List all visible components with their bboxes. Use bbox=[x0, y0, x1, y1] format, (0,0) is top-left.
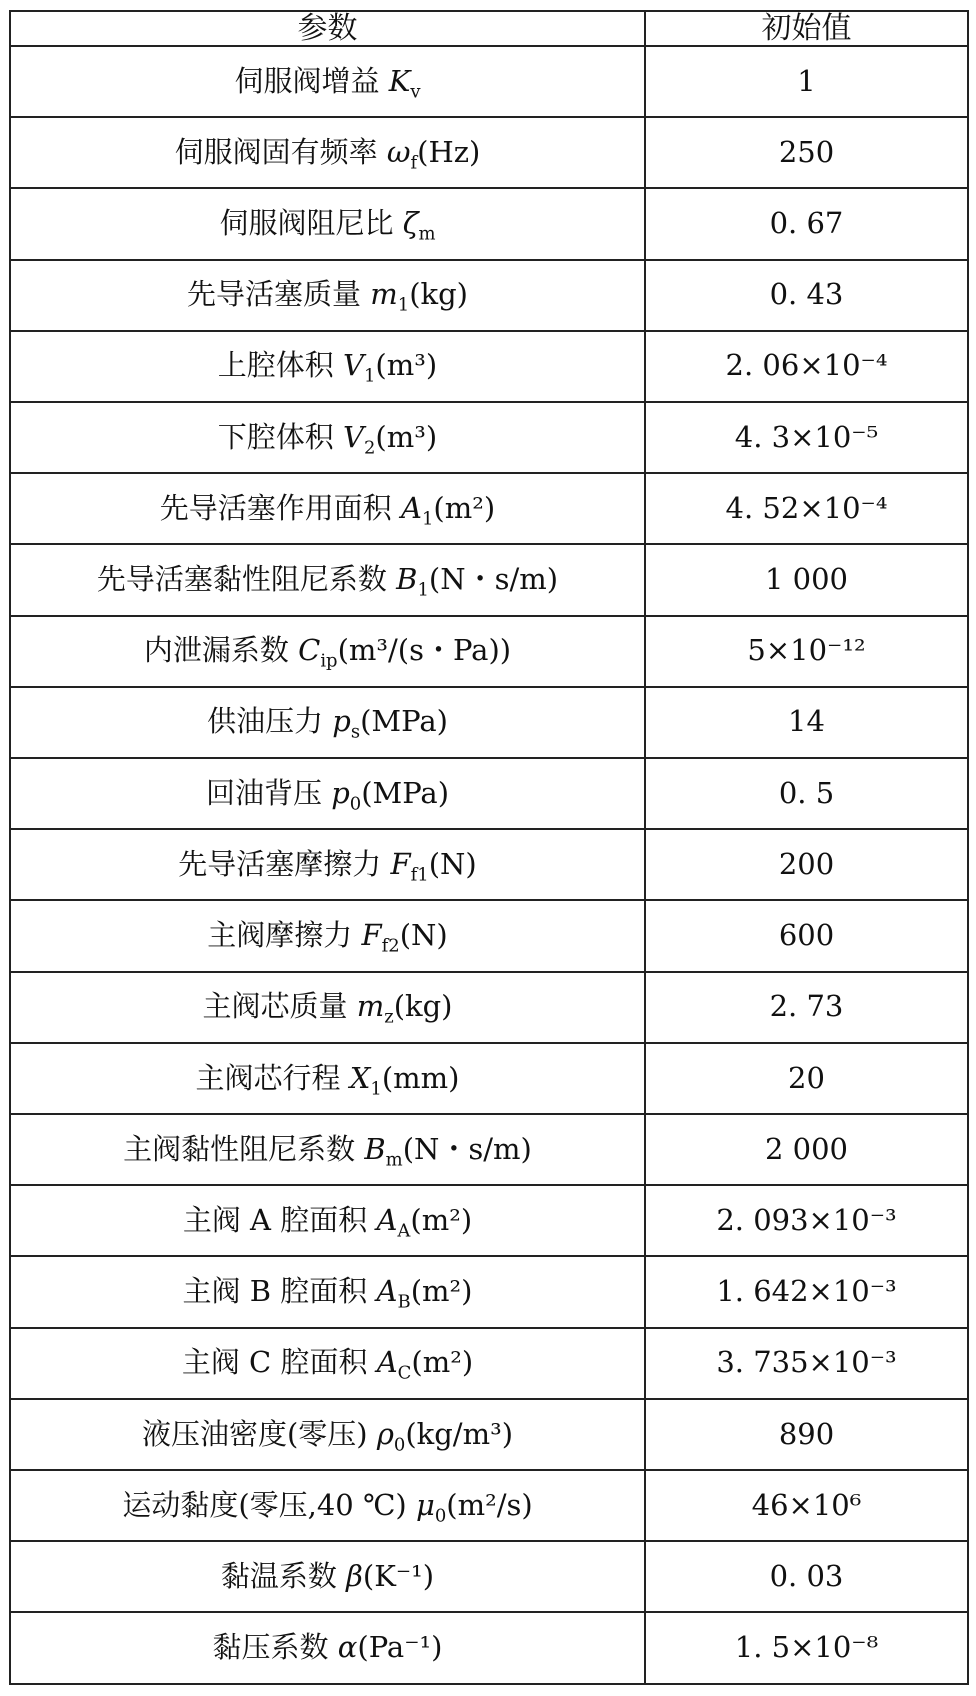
header-param: 参数 bbox=[10, 11, 645, 46]
table-row bbox=[10, 1470, 968, 1541]
param-symbol: α bbox=[337, 1630, 358, 1665]
initial-value-cell: 250 bbox=[645, 117, 968, 188]
param-subscript: f2 bbox=[381, 935, 400, 957]
initial-value-cell: 14 bbox=[645, 687, 968, 758]
param-symbol: β bbox=[346, 1558, 363, 1593]
initial-value-cell: 4. 52×10⁻⁴ bbox=[645, 473, 968, 544]
table-row bbox=[10, 188, 968, 259]
param-cell bbox=[10, 1399, 645, 1470]
table-row bbox=[10, 900, 968, 971]
param-subscript: f bbox=[410, 152, 418, 174]
param-symbol: m bbox=[356, 989, 385, 1024]
param-label: 伺服阀阻尼比 bbox=[219, 206, 394, 241]
param-unit: (m³) bbox=[375, 419, 438, 454]
param-subscript: B bbox=[397, 1291, 411, 1313]
param-cell bbox=[10, 972, 645, 1043]
table-row bbox=[10, 544, 968, 615]
param-subscript: 1 bbox=[397, 294, 410, 316]
table-row bbox=[10, 331, 968, 402]
param-cell bbox=[10, 402, 645, 473]
param-label: 主阀芯质量 bbox=[202, 989, 348, 1024]
param-cell bbox=[10, 473, 645, 544]
param-subscript: 1 bbox=[417, 579, 429, 601]
param-cell bbox=[10, 829, 645, 900]
param-symbol: V bbox=[343, 419, 364, 454]
param-label: 内泄漏系数 bbox=[143, 633, 289, 668]
table-body bbox=[10, 46, 968, 1684]
param-subscript: C bbox=[397, 1362, 412, 1384]
initial-value-cell: 0. 43 bbox=[645, 260, 968, 331]
table-row bbox=[10, 758, 968, 829]
param-unit: (MPa) bbox=[360, 704, 448, 739]
table-row bbox=[10, 1399, 968, 1470]
initial-value-cell: 0. 5 bbox=[645, 758, 968, 829]
param-cell bbox=[10, 1043, 645, 1114]
param-symbol: A bbox=[376, 1345, 398, 1380]
param-subscript: m bbox=[385, 1148, 403, 1170]
param-label: 主阀芯行程 bbox=[195, 1060, 341, 1095]
param-label: 下腔体积 bbox=[217, 419, 334, 454]
table-row bbox=[10, 260, 968, 331]
param-subscript: v bbox=[410, 80, 421, 102]
table-row bbox=[10, 46, 968, 117]
initial-value-cell: 600 bbox=[645, 900, 968, 971]
table-row bbox=[10, 1612, 968, 1684]
param-unit: (m²/s) bbox=[446, 1487, 533, 1522]
param-cell bbox=[10, 1470, 645, 1541]
table-row bbox=[10, 402, 968, 473]
initial-value-cell: 2 000 bbox=[645, 1114, 968, 1185]
param-unit: (kg) bbox=[409, 277, 468, 312]
header-row bbox=[10, 11, 968, 46]
param-subscript: A bbox=[397, 1220, 411, 1242]
param-subscript: 2 bbox=[363, 436, 376, 458]
param-label: 主阀 B 腔面积 bbox=[182, 1274, 368, 1309]
param-cell bbox=[10, 1328, 645, 1399]
param-cell bbox=[10, 260, 645, 331]
param-label: 黏压系数 bbox=[212, 1630, 329, 1665]
header-initial-value: 初始值 bbox=[645, 11, 968, 46]
initial-value-cell: 890 bbox=[645, 1399, 968, 1470]
param-unit: (K⁻¹) bbox=[362, 1558, 435, 1593]
param-cell bbox=[10, 900, 645, 971]
table-row bbox=[10, 829, 968, 900]
param-unit: (N) bbox=[428, 846, 477, 881]
param-subscript: 0 bbox=[349, 792, 362, 814]
param-symbol: ρ bbox=[376, 1416, 394, 1451]
param-unit: (kg/m³) bbox=[405, 1416, 514, 1451]
param-symbol: C bbox=[298, 633, 321, 668]
param-unit: (Hz) bbox=[417, 134, 481, 169]
param-cell bbox=[10, 1185, 645, 1256]
param-symbol: p bbox=[331, 775, 350, 810]
param-symbol: X bbox=[349, 1060, 371, 1095]
param-label: 供油压力 bbox=[207, 704, 324, 739]
param-symbol: ζ bbox=[402, 206, 419, 241]
param-unit: (kg) bbox=[393, 989, 453, 1024]
param-subscript: 0 bbox=[393, 1433, 406, 1455]
param-symbol: V bbox=[343, 348, 364, 383]
initial-value-cell: 5×10⁻¹² bbox=[645, 616, 968, 687]
param-label: 伺服阀增益 bbox=[234, 63, 380, 98]
initial-value-cell: 200 bbox=[645, 829, 968, 900]
param-cell bbox=[10, 616, 645, 687]
param-label: 液压油密度(零压) bbox=[141, 1416, 368, 1451]
initial-value-cell: 2. 06×10⁻⁴ bbox=[645, 331, 968, 402]
param-label: 运动黏度(零压,40 ℃) bbox=[122, 1487, 407, 1522]
param-symbol: p bbox=[332, 704, 351, 739]
param-symbol: F bbox=[361, 918, 382, 953]
param-cell bbox=[10, 687, 645, 758]
param-subscript: f1 bbox=[410, 864, 429, 886]
initial-value-cell: 20 bbox=[645, 1043, 968, 1114]
initial-value-cell: 2. 73 bbox=[645, 972, 968, 1043]
table-row bbox=[10, 1328, 968, 1399]
parameter-table bbox=[9, 10, 969, 1685]
param-cell bbox=[10, 188, 645, 259]
table-row bbox=[10, 1541, 968, 1612]
param-unit: (m²) bbox=[411, 1345, 474, 1380]
initial-value-cell: 2. 093×10⁻³ bbox=[645, 1185, 968, 1256]
table-row bbox=[10, 1256, 968, 1327]
table-row bbox=[10, 117, 968, 188]
param-unit: (m²) bbox=[410, 1202, 473, 1237]
param-cell bbox=[10, 46, 645, 117]
table-row bbox=[10, 1114, 968, 1185]
param-unit: (N・s/m) bbox=[428, 562, 559, 597]
param-cell bbox=[10, 1541, 645, 1612]
param-symbol: A bbox=[376, 1274, 398, 1309]
param-label: 先导活塞摩擦力 bbox=[178, 846, 382, 881]
param-label: 主阀 A 腔面积 bbox=[182, 1202, 368, 1237]
param-unit: (m³) bbox=[375, 348, 438, 383]
param-cell bbox=[10, 758, 645, 829]
param-cell bbox=[10, 331, 645, 402]
table-row bbox=[10, 1185, 968, 1256]
initial-value-cell: 1 bbox=[645, 46, 968, 117]
param-cell bbox=[10, 1114, 645, 1185]
param-subscript: 1 bbox=[421, 508, 434, 530]
param-unit: (m³/(s・Pa)) bbox=[337, 633, 512, 668]
initial-value-cell: 4. 3×10⁻⁵ bbox=[645, 402, 968, 473]
param-subscript: z bbox=[384, 1006, 394, 1028]
param-unit: (m²) bbox=[410, 1274, 473, 1309]
param-symbol: B bbox=[364, 1131, 386, 1166]
initial-value-cell: 1. 5×10⁻⁸ bbox=[645, 1612, 968, 1684]
param-symbol: A bbox=[376, 1202, 398, 1237]
param-symbol: A bbox=[401, 490, 422, 525]
param-cell bbox=[10, 117, 645, 188]
param-unit: (N・s/m) bbox=[402, 1131, 532, 1166]
initial-value-cell: 1. 642×10⁻³ bbox=[645, 1256, 968, 1327]
param-symbol: F bbox=[390, 846, 411, 881]
param-label: 主阀摩擦力 bbox=[207, 918, 353, 953]
param-subscript: m bbox=[418, 223, 436, 245]
param-label: 先导活塞质量 bbox=[187, 277, 362, 312]
param-symbol: K bbox=[388, 63, 411, 98]
table-row bbox=[10, 972, 968, 1043]
table-row bbox=[10, 616, 968, 687]
initial-value-cell: 46×10⁶ bbox=[645, 1470, 968, 1541]
param-unit: (MPa) bbox=[361, 775, 450, 810]
param-subscript: ip bbox=[320, 650, 338, 672]
param-unit: (mm) bbox=[381, 1060, 460, 1095]
param-label: 主阀黏性阻尼系数 bbox=[123, 1131, 356, 1166]
param-subscript: s bbox=[350, 721, 361, 743]
param-label: 伺服阀固有频率 bbox=[174, 134, 378, 169]
param-cell bbox=[10, 544, 645, 615]
initial-value-cell: 0. 67 bbox=[645, 188, 968, 259]
param-label: 主阀 C 腔面积 bbox=[181, 1345, 368, 1380]
param-unit: (N) bbox=[399, 918, 448, 953]
param-subscript: 1 bbox=[363, 365, 376, 387]
initial-value-cell: 1 000 bbox=[645, 544, 968, 615]
param-unit: (m²) bbox=[433, 490, 496, 525]
param-symbol: μ bbox=[415, 1487, 435, 1522]
param-label: 先导活塞黏性阻尼系数 bbox=[96, 562, 387, 597]
param-symbol: m bbox=[370, 277, 398, 312]
table-row bbox=[10, 473, 968, 544]
initial-value-cell: 0. 03 bbox=[645, 1541, 968, 1612]
param-label: 先导活塞作用面积 bbox=[159, 490, 392, 525]
param-cell bbox=[10, 1612, 645, 1684]
param-unit: (Pa⁻¹) bbox=[357, 1630, 443, 1665]
param-label: 黏温系数 bbox=[220, 1558, 337, 1593]
table-row bbox=[10, 687, 968, 758]
param-subscript: 0 bbox=[434, 1505, 447, 1526]
param-symbol: B bbox=[396, 562, 418, 597]
param-symbol: ω bbox=[386, 134, 411, 169]
table-row bbox=[10, 1043, 968, 1114]
param-label: 上腔体积 bbox=[217, 348, 334, 383]
param-cell bbox=[10, 1256, 645, 1327]
initial-value-cell: 3. 735×10⁻³ bbox=[645, 1328, 968, 1399]
param-subscript: 1 bbox=[370, 1077, 382, 1099]
param-label: 回油背压 bbox=[205, 775, 322, 810]
